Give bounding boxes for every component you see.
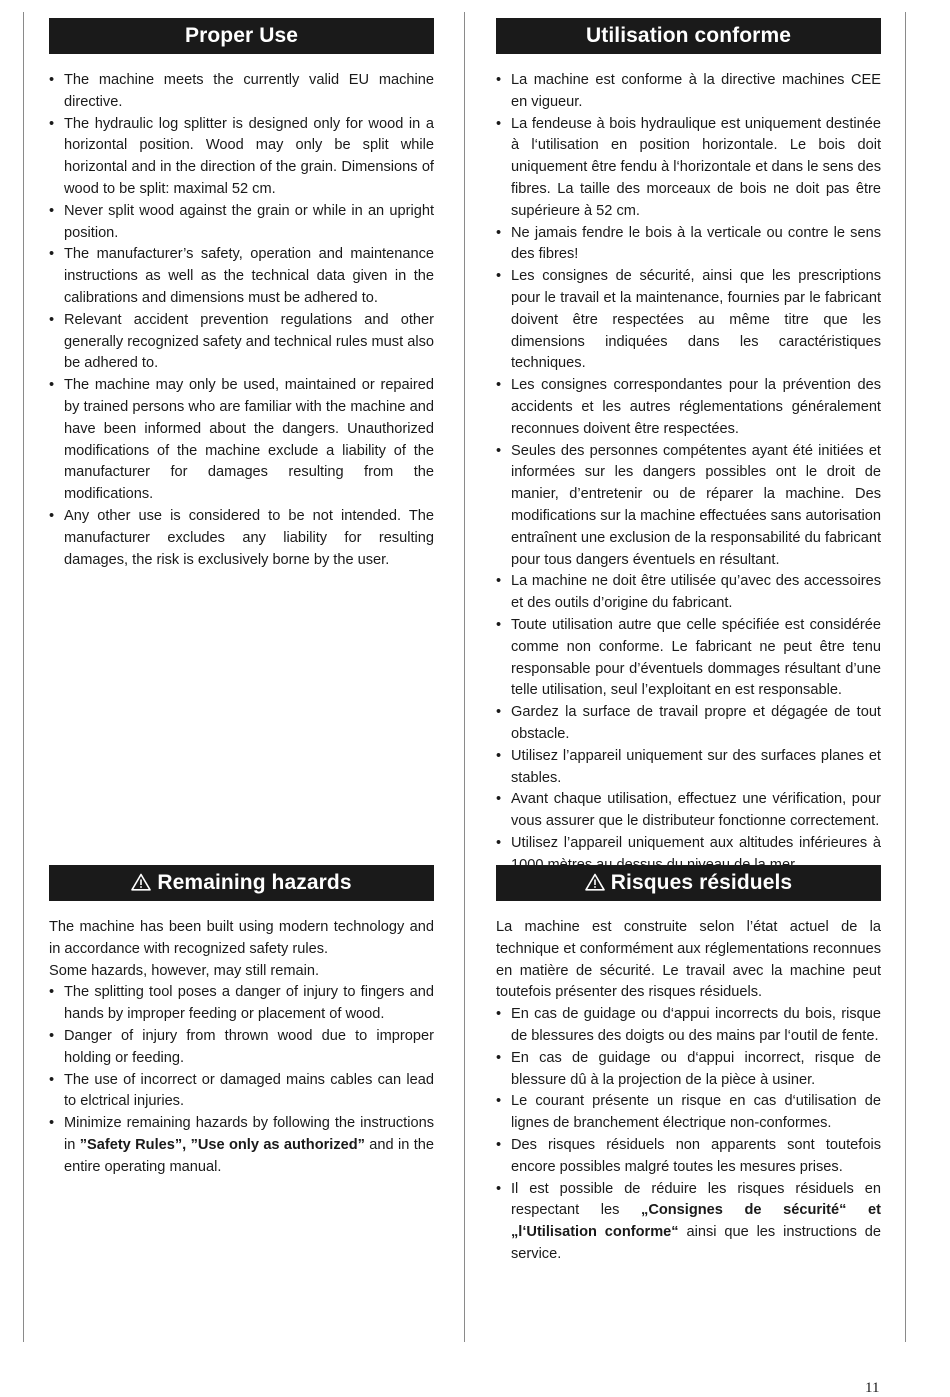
list-item <box>49 1113 434 1178</box>
risques-residuels-body <box>496 917 881 1266</box>
list-item: • Les consignes de sécurité, ainsi que les prescriptions pour le travail et la maintenance, fournies par le fabricant doivent être respectées au même titre que les dimensions indiquées dans les caractéristiques techniques. <box>496 266 881 375</box>
proper-use-body <box>49 70 434 571</box>
utilisation-conforme-body <box>496 70 881 876</box>
list-item: • Any other use is considered to be not intended. The manufacturer excludes any liability for resulting damages, the risk is exclusively borne by the user. <box>49 506 434 571</box>
list-item: • Avant chaque utilisation, effectuez une vérification, pour vous assurer que le distributeur fonctionne correctement. <box>496 789 881 833</box>
list-item: • Ne jamais fendre le bois à la verticale ou contre le sens des fibres! <box>496 223 881 267</box>
hazards-list <box>496 1004 881 1266</box>
list-item: • Relevant accident prevention regulations and other generally recognized safety and technical rules must also be adhered to. <box>49 310 434 375</box>
remaining-hazards-body <box>49 917 434 1179</box>
hazards-intro-note: Some hazards, however, may still remain. <box>49 962 320 979</box>
list-item: • En cas de guidage ou d‘appui incorrects du bois, risque de blessures des doigts ou des mains par l‘outil de fente. <box>496 1004 881 1048</box>
safety-rules-reference: ”Safety Rules”, ”Use only as authorized” <box>79 1136 365 1153</box>
list-item: • The machine meets the currently valid EU machine directive. <box>49 70 434 114</box>
list-item-text: and in the entire operating manual. <box>64 1136 434 1175</box>
page-number: 11 <box>865 1380 880 1396</box>
utilisation-conforme-title: Utilisation conforme <box>585 24 792 47</box>
list-item: • En cas de guidage ou d‘appui incorrect, risque de blessure dû à la projection de la pièce à usiner. <box>496 1048 881 1092</box>
list-item: • The hydraulic log splitter is designed only for wood in a horizontal position. Wood may only be split while horizontal and in the direction of the grain. Dimensions of wood to be split: maximal 52 cm. <box>49 114 434 201</box>
list-item-text: Il est possible de réduire les risques résiduels en respectant les <box>511 1180 881 1219</box>
right-column <box>496 18 881 876</box>
left-column <box>49 18 434 571</box>
list-item: • Des risques résiduels non apparents sont toutefois encore possibles malgré toutes les mesures prises. <box>496 1135 881 1179</box>
list-item <box>496 1179 881 1266</box>
list-item: • Utilisez l’appareil uniquement aux altitudes inférieures à <box>496 833 881 877</box>
list-item: • Seules des personnes compétentes ayant été initiées et informées sur les dangers possibles ont le droit de manier, d’entretenir ou de réparer la machine. Des modifications sur la machine effectuées sans autorisation entraînent une exclusion de la responsabilité du fabricant pour tous dangers éventuels en résultant. <box>496 441 881 572</box>
right-hazards-section <box>496 865 881 1266</box>
warning-triangle-icon <box>585 873 605 891</box>
proper-use-title: Proper Use <box>184 24 299 47</box>
remaining-hazards-header <box>49 865 434 901</box>
remaining-hazards-title: Remaining hazards <box>157 871 352 894</box>
list-item: • La machine est conforme à la directive machines CEE en vigueur. <box>496 70 881 114</box>
list-item: • Toute utilisation autre que celle spécifiée est considérée comme non conforme. Le fabricant ne peut être tenu responsable pour d’éventuels dommages résultant d’une telle utilisation, seul l’exploitant en est responsable. <box>496 615 881 702</box>
list-item: • La fendeuse à bois hydraulique est uniquement destinée à l‘utilisation en position horizontale. Le bois doit uniquement être fendu à l‘horizontale et dans le sens des fibres. La taille des morceaux de bois ne doit pas être supérieure à 52 cm. <box>496 114 881 223</box>
right-margin-rule <box>905 12 906 1342</box>
list-item: • The use of incorrect or damaged mains cables can lead to elctrical injuries. <box>49 1070 434 1114</box>
left-hazards-section <box>49 865 434 1179</box>
center-column-rule <box>464 12 465 1342</box>
list-item: • Le courant présente un risque en cas d‘utilisation de lignes de branchement électrique non-conformes. <box>496 1091 881 1135</box>
list-item: • Utilisez l’appareil uniquement sur des surfaces planes et stables. <box>496 746 881 790</box>
list-item: • The splitting tool poses a danger of injury to fingers and hands by improper feeding or placement of wood. <box>49 982 434 1026</box>
hazards-intro: La machine est construite selon l’état actuel de la technique et conformément aux réglementations reconnues en matière de sécurité. Le travail avec la machine peut toutefois présenter des risques résiduels. <box>496 919 881 1001</box>
list-item: • Gardez la surface de travail propre et dégagée de tout obstacle. <box>496 702 881 746</box>
hazards-intro: The machine has been built using modern technology and in accordance with recognized safety rules. <box>49 919 434 957</box>
proper-use-list <box>49 70 434 571</box>
left-margin-rule <box>23 12 24 1342</box>
list-item-text: ainsi que les instructions de service. <box>511 1224 881 1262</box>
proper-use-header <box>49 18 434 54</box>
hazards-list <box>49 982 434 1178</box>
list-item: • Never split wood against the grain or while in an upright position. <box>49 201 434 245</box>
list-item: • Danger of injury from thrown wood due to improper holding or feeding. <box>49 1026 434 1070</box>
list-item: • La machine ne doit être utilisée qu’avec des accessoires et des outils d’origine du fabricant. <box>496 571 881 615</box>
consignes-reference: „Consignes de sécurité“ et „l‘Utilisation conforme“ <box>511 1202 881 1241</box>
list-item-text: Minimize remaining hazards by following the instructions in <box>64 1115 434 1153</box>
utilisation-conforme-list <box>496 70 881 876</box>
list-item: • Les consignes correspondantes pour la prévention des accidents et les autres réglementations généralement reconnues doivent être respectées. <box>496 375 881 440</box>
risques-residuels-header <box>496 865 881 901</box>
utilisation-conforme-header <box>496 18 881 54</box>
warning-triangle-icon <box>131 873 151 891</box>
list-item: • The machine may only be used, maintained or repaired by trained persons who are familiar with the machine and have been informed about the dangers. Unauthorized modifications of the machine exclude a liability of the manufacturer for damages resulting from the modifications. <box>49 375 434 506</box>
risques-residuels-title: Risques résiduels <box>610 871 793 894</box>
list-item: • The manufacturer’s safety, operation and maintenance instructions as well as the technical data given in the calibrations and dimensions must be adhered to. <box>49 244 434 309</box>
